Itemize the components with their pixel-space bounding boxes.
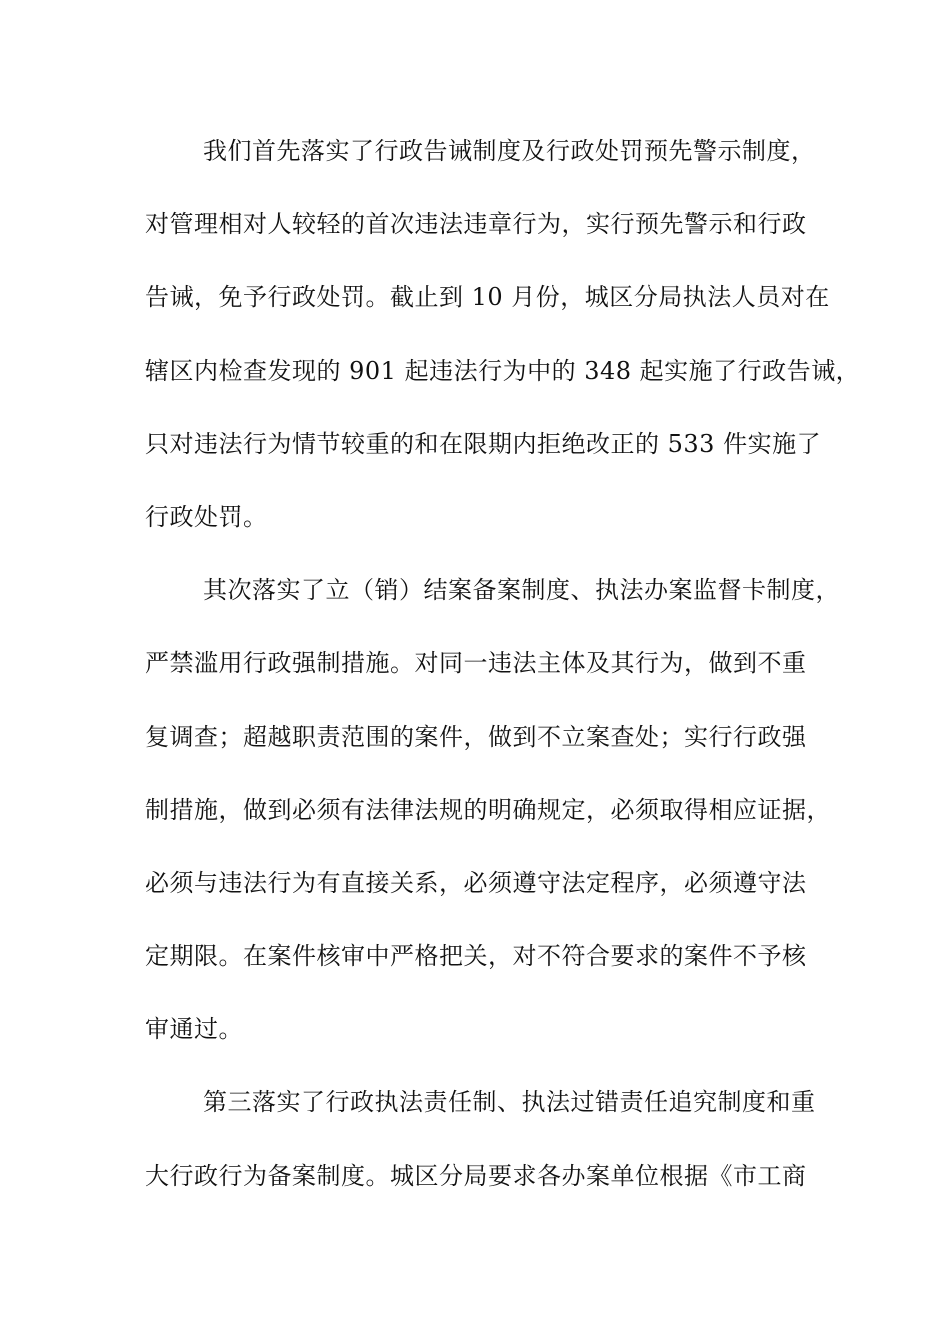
document-body bbox=[145, 128, 861, 1226]
paragraph-line: 必须与违法行为有直接关系，必须遵守法定程序，必须遵守法 bbox=[145, 868, 807, 897]
paragraph-line: 告诫，免予行政处罚。截止到 10 月份，城区分局执法人员对在 bbox=[145, 283, 830, 312]
paragraph-line: 定期限。在案件核审中严格把关，对不符合要求的案件不予核 bbox=[145, 942, 807, 971]
paragraph-line: 只对违法行为情节较重的和在限期内拒绝改正的 533 件实施了 bbox=[145, 429, 822, 458]
paragraph bbox=[145, 567, 840, 1079]
paragraph bbox=[145, 1079, 816, 1225]
paragraph bbox=[145, 128, 861, 567]
paragraph-line: 大行政行为备案制度。城区分局要求各办案单位根据《市工商 bbox=[145, 1161, 807, 1190]
paragraph-line: 对管理相对人较轻的首次违法违章行为，实行预先警示和行政 bbox=[145, 210, 807, 239]
paragraph-line: 第三落实了行政执法责任制、执法过错责任追究制度和重 bbox=[203, 1088, 816, 1117]
paragraph-line: 辖区内检查发现的 901 起违法行为中的 348 起实施了行政告诫， bbox=[145, 356, 861, 385]
paragraph-line: 制措施，做到必须有法律法规的明确规定，必须取得相应证据， bbox=[145, 795, 831, 824]
paragraph-line: 其次落实了立（销）结案备案制度、执法办案监督卡制度， bbox=[203, 576, 840, 605]
paragraph-line: 我们首先落实了行政告诫制度及行政处罚预先警示制度， bbox=[203, 137, 816, 165]
paragraph-line: 复调查；超越职责范围的案件，做到不立案查处；实行行政强 bbox=[145, 722, 807, 751]
paragraph-line: 审通过。 bbox=[145, 1015, 243, 1044]
paragraph-line: 严禁滥用行政强制措施。对同一违法主体及其行为，做到不重 bbox=[145, 649, 807, 678]
paragraph-line: 行政处罚。 bbox=[145, 502, 268, 531]
